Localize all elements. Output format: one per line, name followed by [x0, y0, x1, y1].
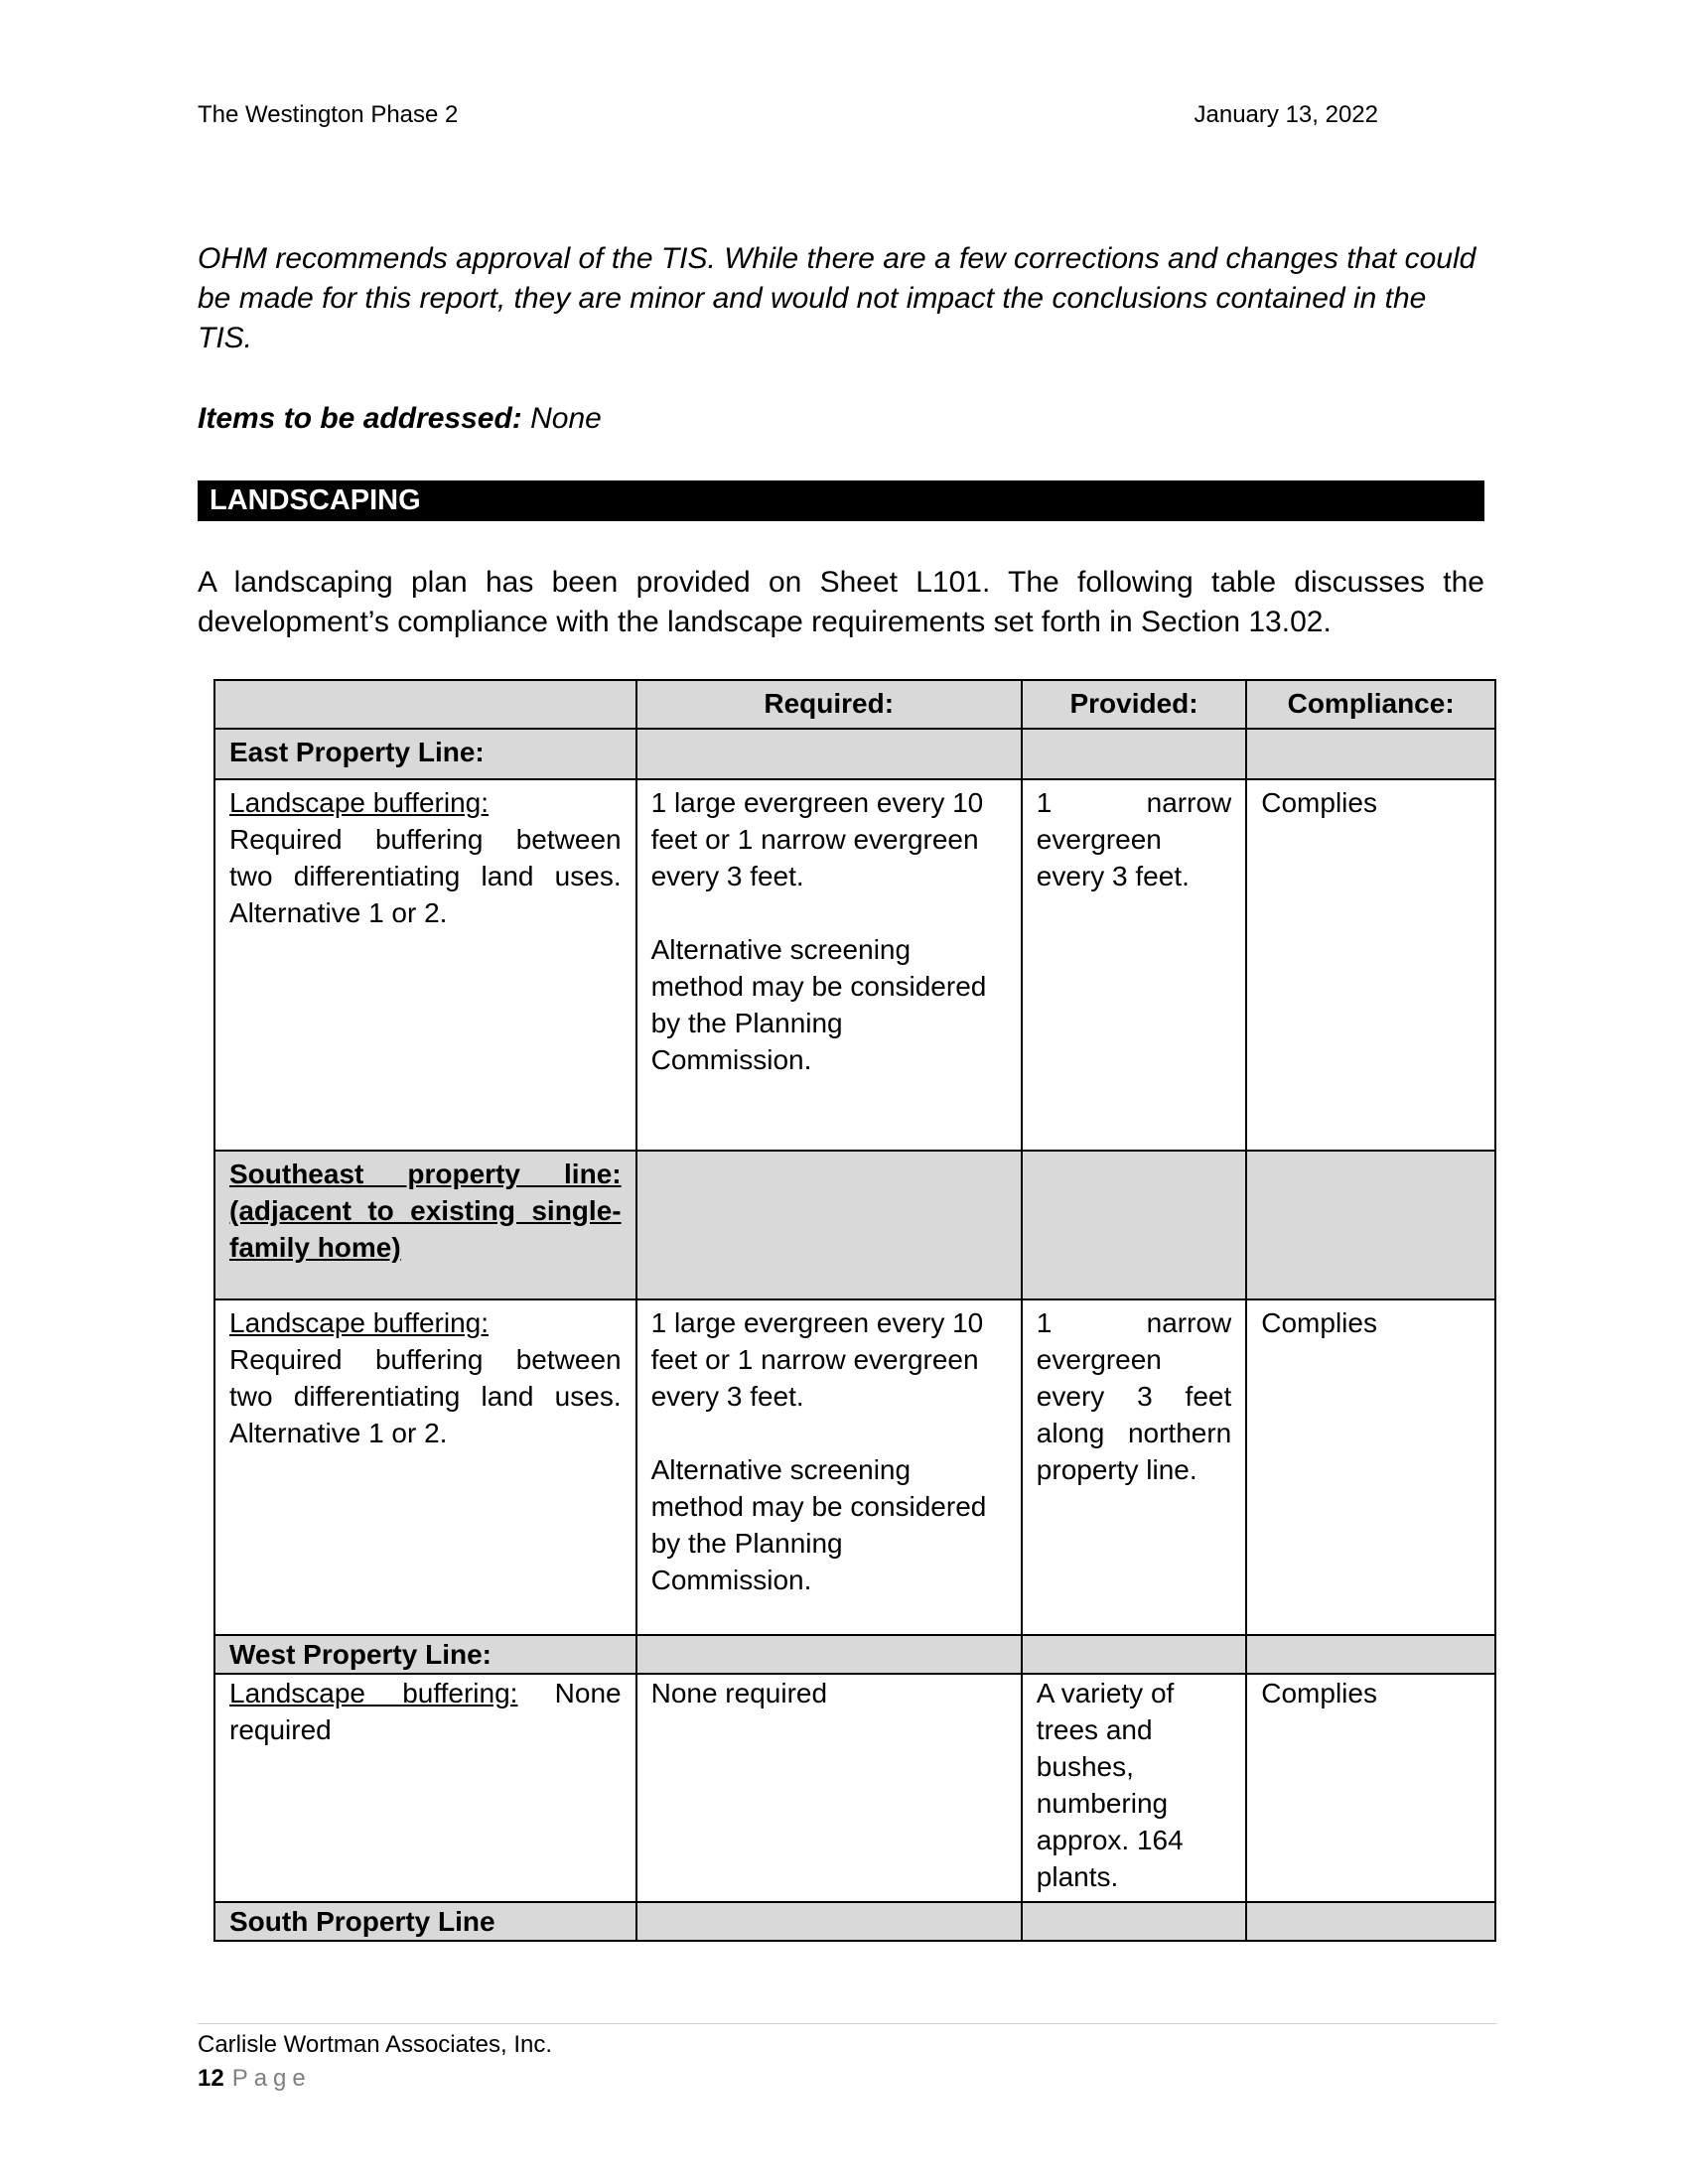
items-value: None: [521, 402, 602, 435]
empty-cell: [636, 1635, 1022, 1674]
southeast-required-alt: Alternative screening method may be considered by the Planning Commission.: [650, 1454, 987, 1595]
empty-cell: [1022, 729, 1246, 779]
east-required-alt: Alternative screening method may be considered by the Planning Commission.: [650, 934, 987, 1075]
west-buffering-cell: [214, 1674, 636, 1902]
empty-cell: [636, 1902, 1022, 1941]
west-buffering-row: [214, 1674, 1495, 1902]
southeast-property-line-heading: Southeast property line: (adjacent to existing single-family home): [214, 1151, 636, 1299]
southeast-heading-row: [214, 1151, 1495, 1299]
landscape-compliance-table: [213, 679, 1496, 1942]
southeast-buffering-title: Landscape buffering:: [229, 1307, 490, 1338]
empty-cell: [1022, 1151, 1246, 1299]
east-buffering-title: Landscape buffering:: [229, 787, 490, 818]
west-property-line-heading: West Property Line:: [214, 1635, 636, 1674]
header-document-title: The Westington Phase 2: [198, 101, 459, 128]
items-to-address: [198, 399, 1484, 439]
east-heading-row: [214, 729, 1495, 779]
east-buffering-row: [214, 779, 1495, 1151]
southeast-provided-cell: 1 narrow evergreen every 3 feet along northern property line.: [1022, 1299, 1246, 1635]
southeast-required-main: 1 large evergreen every 10 feet or 1 narrow evergreen every 3 feet.: [650, 1307, 984, 1412]
page-number: 12: [198, 2065, 224, 2092]
items-label: Items to be addressed:: [198, 402, 522, 435]
empty-cell: [1246, 1635, 1495, 1674]
empty-cell: [1246, 1902, 1495, 1941]
west-provided-cell: A variety of trees and bushes, numbering approx. 164 plants.: [1022, 1674, 1246, 1902]
west-buffering-title: Landscape buffering:: [229, 1678, 518, 1708]
southeast-compliance-cell: Complies: [1246, 1299, 1495, 1635]
west-required-cell: None required: [636, 1674, 1022, 1902]
east-compliance-cell: Complies: [1246, 779, 1495, 1151]
east-property-line-heading: East Property Line:: [214, 729, 636, 779]
header-date: January 13, 2022: [1194, 101, 1378, 128]
section-heading-landscaping: LANDSCAPING: [198, 480, 1484, 521]
footer-page-number: [198, 2065, 312, 2093]
empty-cell: [1246, 729, 1495, 779]
south-property-line-heading: South Property Line: [214, 1902, 636, 1941]
southeast-buffering-cell: [214, 1299, 636, 1635]
west-heading-row: [214, 1635, 1495, 1674]
empty-cell: [1022, 1635, 1246, 1674]
east-buffering-cell: [214, 779, 636, 1151]
header-cell-blank: [214, 680, 636, 729]
empty-cell: [1022, 1902, 1246, 1941]
empty-cell: [636, 1151, 1022, 1299]
south-heading-row: [214, 1902, 1495, 1941]
southeast-buffering-desc: Required buffering between two differentiating land uses. Alternative 1 or 2.: [229, 1344, 622, 1448]
west-buffering-desc: None required: [229, 1678, 622, 1745]
southeast-required-cell: [636, 1299, 1022, 1635]
table-header-row: [214, 680, 1495, 729]
footer-divider: [198, 2023, 1496, 2024]
page-label: Page: [231, 2065, 312, 2092]
footer-company: Carlisle Wortman Associates, Inc.: [198, 2031, 553, 2058]
intro-paragraph: OHM recommends approval of the TIS. While there are a few corrections and changes that could be made for this report, they are minor and would not impact the conclusions contained in the TIS.: [198, 242, 1477, 354]
lead-paragraph: A landscaping plan has been provided on Sheet L101. The following table discusses the development’s compliance with the landscape requirements set forth in Section 13.02.: [198, 566, 1484, 638]
southeast-buffering-row: [214, 1299, 1495, 1635]
east-required-cell: [636, 779, 1022, 1151]
west-compliance-cell: Complies: [1246, 1674, 1495, 1902]
header-cell-provided: Provided:: [1022, 680, 1246, 729]
east-buffering-desc: Required buffering between two differentiating land uses. Alternative 1 or 2.: [229, 824, 622, 928]
header-cell-required: Required:: [636, 680, 1022, 729]
header-cell-compliance: Compliance:: [1246, 680, 1495, 729]
east-provided-cell: 1 narrow evergreen every 3 feet.: [1022, 779, 1246, 1151]
east-required-main: 1 large evergreen every 10 feet or 1 narrow evergreen every 3 feet.: [650, 787, 984, 891]
empty-cell: [636, 729, 1022, 779]
empty-cell: [1246, 1151, 1495, 1299]
